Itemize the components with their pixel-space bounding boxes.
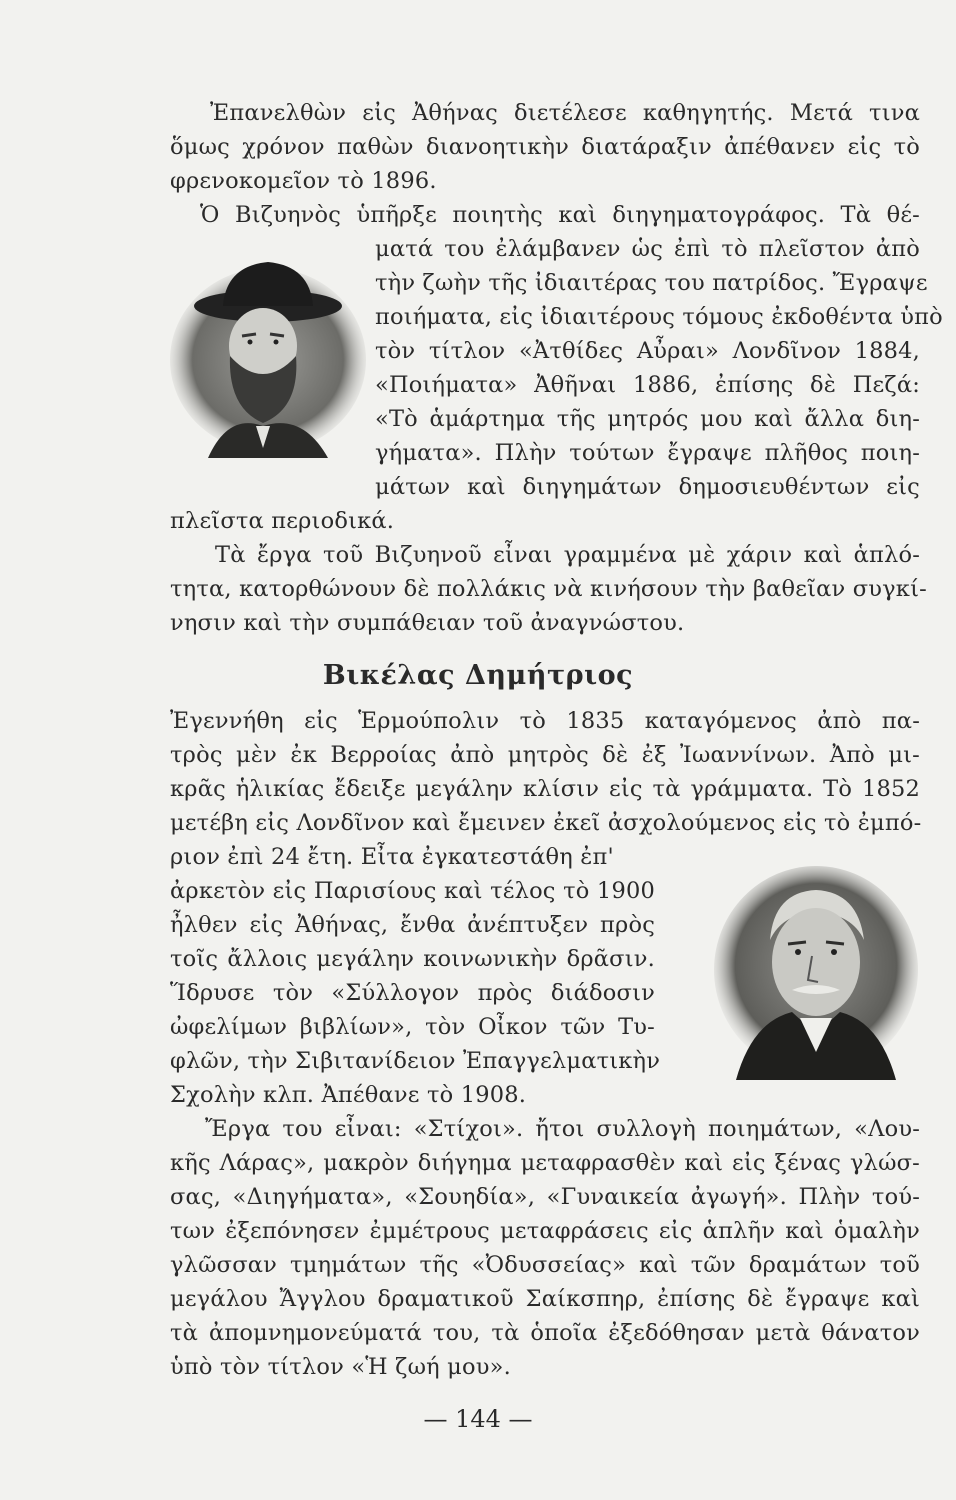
text-line: Ἔργα του εἶναι: «Στίχοι». ἤτοι συλλογὴ ποιημάτων, «Λου-: [205, 1116, 920, 1142]
portrait-vikelas-image: [712, 862, 920, 1080]
text-line: ματά του ἐλάμβανεν ὡς ἐπὶ τὸ πλεῖστον ἀπὸ: [375, 236, 920, 262]
text-line: γλῶσσαν τμημάτων τῆς «Ὀδυσσείας» καὶ τῶν δραμάτων τοῦ: [170, 1252, 920, 1278]
text-line: ὑπὸ τὸν τίτλον «Ἡ ζωή μου».: [170, 1354, 511, 1380]
text-line: πλεῖστα περιοδικά.: [170, 508, 395, 534]
text-line: μετέβη εἰς Λονδῖνον καὶ ἔμεινεν ἐκεῖ ἀσχολούμενος εἰς τὸ ἐμπό-: [170, 810, 922, 836]
text-line: τὰ ἀπομνημονεύματά του, τὰ ὁποῖα ἐξεδόθησαν μετὰ θάνατον: [170, 1320, 920, 1346]
text-line: μεγάλου Ἄγγλου δραματικοῦ Σαίκσπηρ, ἐπίσης δὲ ἔγραψε καὶ: [170, 1286, 920, 1312]
text-line: κῆς Λάρας», μακρὸν διήγημα μεταφρασθὲν καὶ εἰς ξένας γλώσ-: [170, 1150, 920, 1176]
text-line: Ἐπανελθὼν εἰς Ἀθήνας διετέλεσε καθηγητής. Μετά τινα: [210, 100, 920, 126]
text-line: ὠφελίμων βιβλίων», τὸν Οἶκον τῶν Τυ-: [170, 1014, 655, 1040]
text-line: ἀρκετὸν εἰς Παρισίους καὶ τέλος τὸ 1900: [170, 878, 655, 904]
text-line: Ἐγεννήθη εἰς Ἑρμούπολιν τὸ 1835 καταγόμενος ἀπὸ πα-: [170, 708, 920, 734]
section-heading: Βικέλας Δημήτριος: [322, 660, 634, 691]
text-line: φλῶν, τὴν Σιβιτανίδειον Ἐπαγγελματικὴν: [170, 1048, 661, 1074]
text-line: ἦλθεν εἰς Ἀθήνας, ἔνθα ἀνέπτυξεν πρὸς: [170, 912, 655, 938]
text-line: Σχολὴν κλπ. Ἀπέθανε τὸ 1908.: [170, 1082, 527, 1108]
text-line: φρενοκομεῖον τὸ 1896.: [170, 168, 437, 194]
text-line: ὅμως χρόνον παθὼν διανοητικὴν διατάραξιν ἀπέθανεν εἰς τὸ: [170, 134, 920, 160]
text-line: τὴν ζωὴν τῆς ἰδιαιτέρας του πατρίδος. Ἔγραψε: [375, 270, 928, 296]
text-line: «Τὸ ἁμάρτημα τῆς μητρός μου καὶ ἄλλα διη-: [375, 406, 920, 432]
text-line: τοῖς ἄλλοις μεγάλην κοινωνικὴν δρᾶσιν.: [170, 946, 655, 972]
page-number: — 144 —: [423, 1405, 533, 1433]
text-line: «Ποιήματα» Ἀθῆναι 1886, ἐπίσης δὲ Πεζά:: [375, 372, 920, 398]
text-line: γήματα». Πλὴν τούτων ἔγραψε πλῆθος ποιη-: [375, 440, 920, 466]
text-line: σας, «Διηγήματα», «Σουηδία», «Γυναικεία ἀγωγή». Πλὴν τού-: [170, 1184, 920, 1210]
text-line: ριον ἐπὶ 24 ἔτη. Εἶτα ἐγκατεστάθη ἐπ': [170, 844, 614, 870]
text-line: τητα, κατορθώνουν δὲ πολλάκις νὰ κινήσουν τὴν βαθεῖαν συγκί-: [170, 576, 927, 602]
text-line: Ὁ Βιζυηνὸς ὑπῆρξε ποιητὴς καὶ διηγηματογράφος. Τὰ θέ-: [200, 202, 920, 228]
text-line: κρᾶς ἡλικίας ἔδειξε μεγάλην κλίσιν εἰς τὰ γράμματα. Τὸ 1852: [170, 776, 920, 802]
text-line: των ἐξεπόνησεν ἐμμέτρους μεταφράσεις εἰς ἁπλῆν καὶ ὁμαλὴν: [170, 1218, 920, 1244]
portrait-vizyinos-image: [168, 248, 368, 458]
text-line: νησιν καὶ τὴν συμπάθειαν τοῦ ἀναγνώστου.: [170, 610, 685, 636]
text-line: Ἵδρυσε τὸν «Σύλλογον πρὸς διάδοσιν: [170, 980, 655, 1006]
text-line: ποιήματα, εἰς ἰδιαιτέρους τόμους ἐκδοθέντα ὑπὸ: [375, 304, 943, 330]
text-line: Τὰ ἔργα τοῦ Βιζυηνοῦ εἶναι γραμμένα μὲ χάριν καὶ ἁπλό-: [215, 542, 920, 568]
text-line: τὸν τίτλον «Ἀτθίδες Αὖραι» Λονδῖνον 1884,: [375, 338, 920, 364]
text-line: τρὸς μὲν ἐκ Βερροίας ἀπὸ μητρὸς δὲ ἐξ Ἰωαννίνων. Ἀπὸ μι-: [170, 742, 920, 768]
text-line: μάτων καὶ διηγημάτων δημοσιευθέντων εἰς: [375, 474, 920, 500]
